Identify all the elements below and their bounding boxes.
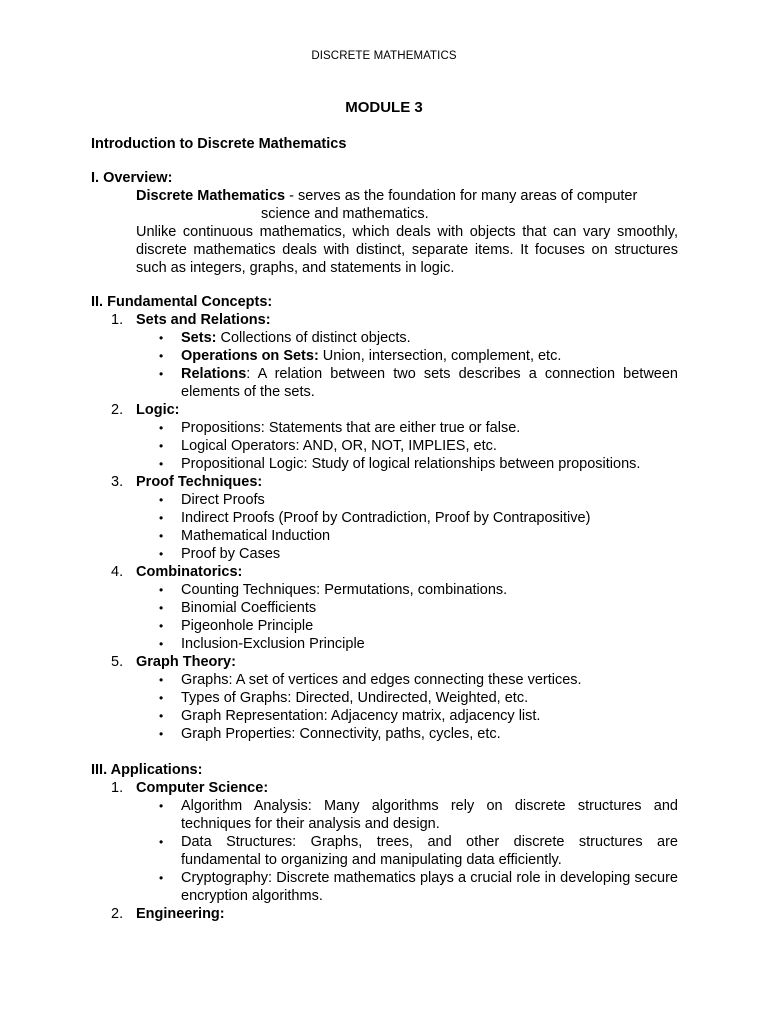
module-title: MODULE 3	[345, 99, 423, 116]
item-number: 1.	[111, 312, 124, 328]
bullet-dot-icon: •	[159, 673, 164, 687]
fundamentals-list	[91, 311, 678, 743]
bullet-list	[136, 491, 678, 563]
bullet-text: Indirect Proofs (Proof by Contradiction, Proof by Contrapositive)	[181, 510, 591, 526]
running-header: DISCRETE MATHEMATICS	[311, 50, 457, 62]
fundamentals-heading: II. Fundamental Concepts:	[91, 294, 273, 310]
numbered-item	[91, 905, 678, 923]
numbered-item	[91, 563, 678, 653]
bullet-text: Proof by Cases	[181, 546, 281, 562]
bullet-text: Logical Operators: AND, OR, NOT, IMPLIES, etc.	[181, 438, 497, 454]
item-title: Logic:	[136, 402, 180, 418]
bullet-dot-icon: •	[159, 601, 164, 615]
bullet-item	[136, 689, 678, 707]
bullet-text: Direct Proofs	[181, 492, 265, 508]
bullet-dot-icon: •	[159, 349, 164, 363]
item-title: Proof Techniques:	[136, 474, 263, 490]
numbered-item	[91, 779, 678, 905]
bullet-item	[136, 617, 678, 635]
bullet-item	[136, 527, 678, 545]
bullet-text: Cryptography: Discrete mathematics plays a crucial role in developing secure encryption algorithms.	[181, 870, 678, 904]
bullet-dot-icon: •	[159, 331, 164, 345]
bullet-item	[136, 347, 678, 365]
bullet-text: Graphs: A set of vertices and edges connecting these vertices.	[181, 672, 582, 688]
bullet-dot-icon: •	[159, 871, 164, 885]
document-body	[91, 135, 678, 923]
bullet-list	[136, 671, 678, 743]
bullet-list	[136, 329, 678, 401]
intro-heading: Introduction to Discrete Mathematics	[91, 136, 347, 152]
fundamentals-section	[91, 293, 678, 743]
bullet-item	[136, 509, 678, 527]
definition	[91, 187, 678, 205]
bullet-text: Graph Representation: Adjacency matrix, adjacency list.	[181, 708, 541, 724]
definition-text: - serves as the foundation for many areas of computer	[285, 188, 638, 204]
bullet-item	[136, 869, 678, 905]
item-title: Graph Theory:	[136, 654, 236, 670]
item-title: Combinatorics:	[136, 564, 243, 580]
bullet-item	[136, 455, 678, 473]
bullet-item	[136, 833, 678, 869]
bullet-term: Relations	[181, 366, 247, 382]
bullet-text: Pigeonhole Principle	[181, 618, 314, 634]
bullet-list	[136, 581, 678, 653]
bullet-dot-icon: •	[159, 367, 164, 381]
bullet-text: Algorithm Analysis: Many algorithms rely on discrete structures and techniques for their analysis and design.	[181, 798, 678, 832]
bullet-dot-icon: •	[159, 493, 164, 507]
bullet-dot-icon: •	[159, 547, 164, 561]
bullet-item	[136, 437, 678, 455]
numbered-item	[91, 401, 678, 473]
item-number: 2.	[111, 906, 124, 922]
bullet-list	[136, 797, 678, 905]
bullet-item	[136, 419, 678, 437]
bullet-item	[136, 635, 678, 653]
bullet-item	[136, 545, 678, 563]
bullet-dot-icon: •	[159, 511, 164, 525]
item-title: Sets and Relations:	[136, 312, 271, 328]
bullet-item	[136, 329, 678, 347]
bullet-item	[136, 707, 678, 725]
bullet-item	[136, 797, 678, 833]
bullet-dot-icon: •	[159, 529, 164, 543]
item-number: 3.	[111, 474, 124, 490]
applications-heading: III. Applications:	[91, 762, 203, 778]
bullet-item	[136, 599, 678, 617]
overview-section	[91, 169, 678, 277]
item-title: Computer Science:	[136, 780, 269, 796]
applications-list	[91, 779, 678, 923]
item-number: 5.	[111, 654, 124, 670]
bullet-term: Sets:	[181, 330, 217, 346]
item-number: 1.	[111, 780, 124, 796]
bullet-item	[136, 491, 678, 509]
bullet-dot-icon: •	[159, 457, 164, 471]
bullet-dot-icon: •	[159, 835, 164, 849]
bullet-dot-icon: •	[159, 583, 164, 597]
bullet-text: Collections of distinct objects.	[216, 330, 411, 346]
bullet-dot-icon: •	[159, 439, 164, 453]
bullet-item	[136, 725, 678, 743]
bullet-text: Counting Techniques: Permutations, combinations.	[181, 582, 508, 598]
bullet-text: Inclusion-Exclusion Principle	[181, 636, 365, 652]
numbered-item	[91, 473, 678, 563]
bullet-list	[136, 419, 678, 473]
item-number: 4.	[111, 564, 124, 580]
numbered-item	[91, 653, 678, 743]
bullet-text: Propositions: Statements that are either true or false.	[181, 420, 521, 436]
bullet-dot-icon: •	[159, 637, 164, 651]
overview-heading: I. Overview:	[91, 170, 173, 186]
bullet-term: Operations on Sets:	[181, 348, 319, 364]
bullet-dot-icon: •	[159, 709, 164, 723]
bullet-text: Mathematical Induction	[181, 528, 331, 544]
overview-paragraph: Unlike continuous mathematics, which deals with objects that can vary smoothly, discrete mathematics deals with distinct, separate items. It focuses on structures such as integers, graphs, and statements in logic.	[136, 224, 678, 276]
bullet-dot-icon: •	[159, 799, 164, 813]
bullet-dot-icon: •	[159, 691, 164, 705]
applications-section	[91, 761, 678, 923]
bullet-item	[136, 581, 678, 599]
item-title: Engineering:	[136, 906, 225, 922]
bullet-text: Types of Graphs: Directed, Undirected, Weighted, etc.	[181, 690, 529, 706]
bullet-text: Graph Properties: Connectivity, paths, cycles, etc.	[181, 726, 501, 742]
definition-continuation: science and mathematics.	[261, 206, 429, 222]
item-number: 2.	[111, 402, 124, 418]
bullet-text: : A relation between two sets describes a connection between elements of the sets.	[181, 366, 678, 400]
bullet-text: Binomial Coefficients	[181, 600, 317, 616]
definition-term: Discrete Mathematics	[136, 188, 286, 204]
bullet-item	[136, 365, 678, 401]
bullet-text: Data Structures: Graphs, trees, and other discrete structures are fundamental to organizing and manipulating data efficiently.	[181, 834, 678, 868]
bullet-dot-icon: •	[159, 619, 164, 633]
bullet-dot-icon: •	[159, 727, 164, 741]
bullet-text: Propositional Logic: Study of logical relationships between propositions.	[181, 456, 641, 472]
bullet-text: Union, intersection, complement, etc.	[318, 348, 562, 364]
bullet-dot-icon: •	[159, 421, 164, 435]
numbered-item	[91, 311, 678, 401]
bullet-item	[136, 671, 678, 689]
